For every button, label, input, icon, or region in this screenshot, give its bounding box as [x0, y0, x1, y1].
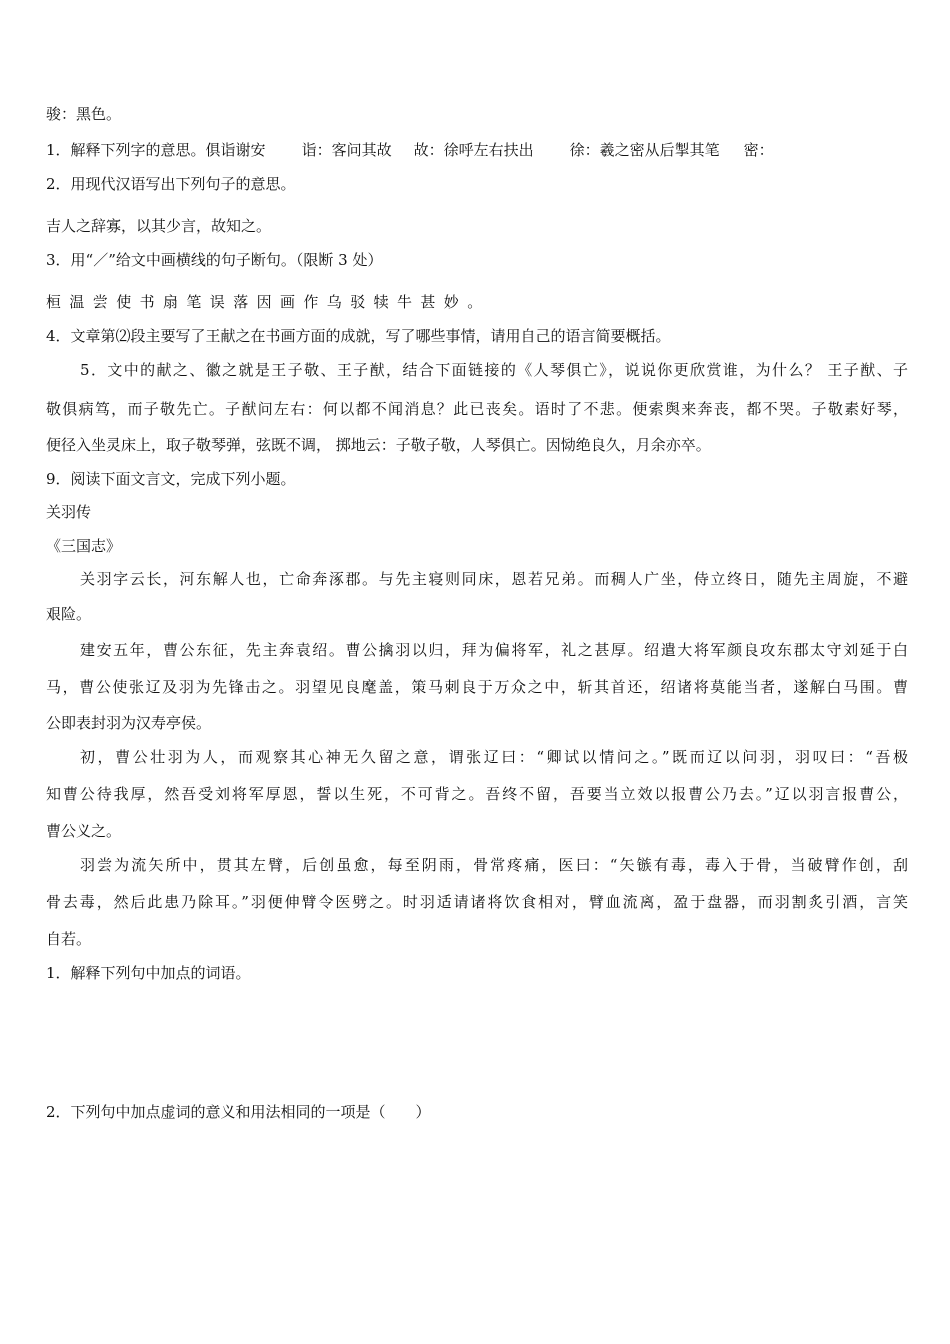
sub-question-1: 1．解释下列句中加点的词语。 [46, 964, 251, 982]
passage-line: 公即表封羽为汉寿亭侯。 [46, 714, 212, 732]
passage-line: 羽尝为流矢所中，贯其左臂，后创虽愈，每至阴雨，骨常疼痛，医曰：“矢镞有毒，毒入于骨，当破臂作创，刮 [80, 856, 908, 874]
passage-line: 关羽字云长，河东解人也，亡命奔涿郡。与先主寝则同床，恩若兄弟。而稠人广坐，侍立终日，随先主周旋，不避 [80, 570, 908, 588]
question-3-sentence: 桓温尝使书扇笔误落因画作乌驳犊牛甚妙。 [46, 293, 491, 311]
question-1-line [46, 140, 908, 160]
passage-line: 知曹公待我厚，然吾受刘将军厚恩，誓以生死，不可背之。吾终不留，吾要当立效以报曹公乃去。”辽以羽言报曹公， [46, 785, 908, 803]
q1-item: 诣：客问其故 [301, 141, 392, 159]
q1-item: 徐：羲之密从后掣其笔 [569, 141, 720, 159]
question-1-label: 1．解释下列字的意思。 [46, 141, 206, 159]
passage-title: 关羽传 [46, 503, 92, 521]
sub-question-2: 2．下列句中加点虚词的意义和用法相同的一项是（ ） [46, 1103, 431, 1121]
question-2-sentence: 吉人之辞寡，以其少言，故知之。 [46, 217, 272, 235]
passage-line: 自若。 [46, 930, 92, 948]
question-3: 3．用“／”给文中画横线的句子断句。（限断 3 处） [46, 251, 383, 269]
q1-item: 俱诣谢安 [205, 141, 266, 159]
question-2: 2．用现代汉语写出下列句子的意思。 [46, 175, 296, 193]
passage-line: 曹公义之。 [46, 822, 122, 840]
q1-item: 密： [743, 141, 774, 159]
question-9-intro: 9．阅读下面文言文，完成下列小题。 [46, 470, 296, 488]
question-5-line: 敬俱病笃，而子敬先亡。子猷问左右：何以都不闻消息？此已丧矣。语时了不悲。便索舆来奔丧，都不哭。子敬素好琴， [46, 400, 908, 418]
passage-line: 马，曹公使张辽及羽为先锋击之。羽望见良麾盖，策马刺良于万众之中，斩其首还，绍诸将莫能当者，遂解白马围。曹 [46, 678, 908, 696]
passage-line: 建安五年，曹公东征，先主奔袁绍。曹公擒羽以归，拜为偏将军，礼之甚厚。绍遣大将军颜良攻东郡太守刘延于白 [80, 641, 908, 659]
question-5-line: 5．文中的献之、徽之就是王子敬、王子猷，结合下面链接的《人琴俱亡》，说说你更欣赏谁，为什么？ 王子猷、子 [80, 361, 908, 379]
q1-item: 故：徐呼左右扶出 [413, 141, 534, 159]
question-4: 4．文章第⑵段主要写了王献之在书画方面的成就，写了哪些事情，请用自己的语言简要概括。 [46, 327, 671, 345]
passage-source: 《三国志》 [46, 537, 122, 555]
annotation-line: 骏：黑色。 [46, 105, 122, 123]
passage-line: 初，曹公壮羽为人，而观察其心神无久留之意，谓张辽曰：“卿试以情问之。”既而辽以问羽，羽叹曰：“吾极 [80, 748, 908, 766]
question-5-line: 便径入坐灵床上，取子敬琴弹，弦既不调， 掷地云：子敬子敬，人琴俱亡。因恸绝良久，月余亦卒。 [46, 436, 711, 454]
passage-line: 骨去毒，然后此患乃除耳。”羽便伸臂令医劈之。时羽适请诸将饮食相对，臂血流离，盈于盘器，而羽割炙引酒，言笑 [46, 893, 908, 911]
passage-line: 艰险。 [46, 605, 92, 623]
